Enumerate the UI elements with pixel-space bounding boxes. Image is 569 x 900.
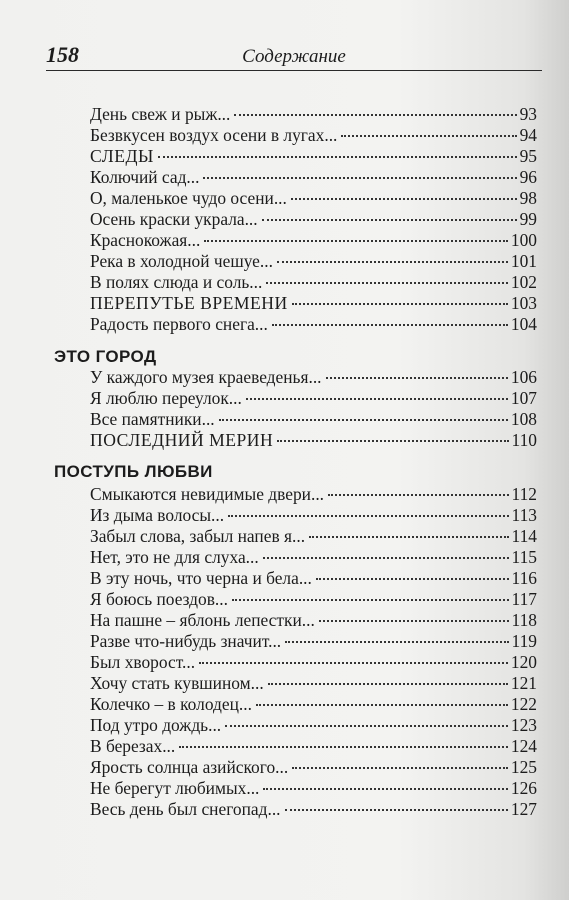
toc-entry-title: День свеж и рыж... <box>90 104 231 124</box>
toc-entry <box>90 230 537 251</box>
toc-entry <box>90 409 537 430</box>
toc-entry <box>90 251 537 272</box>
toc-entry-page: 106 <box>510 367 537 387</box>
toc-entry <box>90 715 537 736</box>
toc-entry-page: 110 <box>511 430 537 450</box>
toc-entry-title: В березах... <box>90 736 176 756</box>
toc-entry <box>90 694 537 715</box>
page-number: 158 <box>46 42 79 67</box>
toc-entry-title: СЛЕДЫ <box>90 146 154 166</box>
toc-leader-dots <box>262 219 517 221</box>
toc-entry-page: 94 <box>519 125 537 145</box>
toc-entry <box>90 430 537 451</box>
toc-entry-title: Нет, это не для слуха... <box>90 547 259 567</box>
toc-entry-page: 104 <box>510 314 537 334</box>
toc-entry <box>90 778 537 799</box>
toc-entry <box>90 367 537 388</box>
toc-leader-dots <box>199 662 508 664</box>
toc-entry-page: 127 <box>510 799 537 819</box>
toc-leader-dots <box>285 809 508 811</box>
toc-entry-title: Я люблю переулок... <box>90 388 242 408</box>
toc-entry-page: 117 <box>511 589 537 609</box>
toc-leader-dots <box>234 114 516 116</box>
section-heading: ПОСТУПЬ ЛЮБВИ <box>54 462 213 481</box>
toc-entry-title: Все памятники... <box>90 409 215 429</box>
toc-entry-page: 114 <box>511 526 537 546</box>
toc-leader-dots <box>266 282 508 284</box>
toc-entry <box>90 547 537 568</box>
section-heading: ЭТО ГОРОД <box>54 347 157 366</box>
toc-leader-dots <box>326 377 508 379</box>
toc-entry <box>90 589 537 610</box>
toc-leader-dots <box>319 620 509 622</box>
toc-leader-dots <box>179 746 508 748</box>
toc-leader-dots <box>285 641 508 643</box>
toc-entry-page: 101 <box>510 251 537 271</box>
toc-entry-page: 122 <box>510 694 537 714</box>
toc-entry-page: 124 <box>510 736 537 756</box>
toc-entry-page: 108 <box>510 409 537 429</box>
toc-leader-dots <box>316 578 509 580</box>
toc-leader-dots <box>277 261 508 263</box>
toc-entry <box>90 314 537 335</box>
toc-entry-page: 100 <box>510 230 537 250</box>
toc-entry-title: На пашне – яблонь лепестки... <box>90 610 315 630</box>
toc-entry-page: 126 <box>510 778 537 798</box>
toc-entry-title: Под утро дождь... <box>90 715 222 735</box>
toc-entry-page: 96 <box>519 167 537 187</box>
toc-entry-page: 120 <box>510 652 537 672</box>
toc-entry <box>90 484 537 505</box>
toc-leader-dots <box>228 515 508 517</box>
toc-entry-title: ПОСЛЕДНИЙ МЕРИН <box>90 430 274 450</box>
toc-entry-title: О, маленькое чудо осени... <box>90 188 287 208</box>
toc-leader-dots <box>291 198 517 200</box>
toc-entry-title: У каждого музея краеведенья... <box>90 367 322 387</box>
toc-leader-dots <box>158 156 517 158</box>
toc-leader-dots <box>232 599 509 601</box>
toc-entry-page: 123 <box>510 715 537 735</box>
toc-entry <box>90 167 537 188</box>
toc-entry <box>90 209 537 230</box>
toc-leader-dots <box>246 398 508 400</box>
toc-leader-dots <box>341 135 516 137</box>
toc-entry-title: Забыл слова, забыл напев я... <box>90 526 306 546</box>
toc-entry-page: 93 <box>519 104 537 124</box>
toc-entry <box>90 272 537 293</box>
toc-entry-title: Радость первого снега... <box>90 314 268 334</box>
toc-entry-title: Я боюсь поездов... <box>90 589 228 609</box>
toc-leader-dots <box>272 324 508 326</box>
toc-entry-title: Осень краски украла... <box>90 209 258 229</box>
toc-entry-page: 116 <box>511 568 537 588</box>
toc-entry-title: Колючий сад... <box>90 167 200 187</box>
toc-leader-dots <box>277 440 508 442</box>
toc-entry-title: Краснокожая... <box>90 230 201 250</box>
toc-entry-title: Весь день был снегопад... <box>90 799 281 819</box>
toc-leader-dots <box>204 240 508 242</box>
toc-entry-title: В эту ночь, что черна и бела... <box>90 568 312 588</box>
toc-entry-page: 115 <box>511 547 537 567</box>
toc-entry-page: 102 <box>510 272 537 292</box>
toc-entry-page: 118 <box>511 610 537 630</box>
toc-leader-dots <box>263 788 508 790</box>
running-title: Содержание <box>242 46 346 67</box>
toc-entry <box>90 610 537 631</box>
toc-entry-title: Безвкусен воздух осени в лугах... <box>90 125 338 145</box>
toc-entry <box>90 568 537 589</box>
toc-leader-dots <box>292 767 508 769</box>
toc-entry-page: 119 <box>511 631 537 651</box>
toc-entry <box>90 736 537 757</box>
toc-entry-title: В полях слюда и соль... <box>90 272 263 292</box>
toc-entry <box>90 125 537 146</box>
toc-entry <box>90 526 537 547</box>
toc-entry-title: Река в холодной чешуе... <box>90 251 273 271</box>
page-header <box>46 40 542 71</box>
toc-leader-dots <box>256 704 508 706</box>
toc-entry-title: Был хворост... <box>90 652 196 672</box>
toc-entry-title: Смыкаются невидимые двери... <box>90 484 325 504</box>
toc-entry-page: 107 <box>510 388 537 408</box>
toc-entry-page: 112 <box>511 484 537 504</box>
toc-leader-dots <box>292 303 508 305</box>
toc-entry <box>90 505 537 526</box>
toc-entry <box>90 293 537 314</box>
toc-entry-title: Хочу стать кувшином... <box>90 673 264 693</box>
toc-entry-title: Ярость солнца азийского... <box>90 757 289 777</box>
toc-entry <box>90 388 537 409</box>
toc-entry <box>90 188 537 209</box>
toc-entry-page: 113 <box>511 505 537 525</box>
toc-leader-dots <box>225 725 508 727</box>
toc-leader-dots <box>328 494 509 496</box>
toc-leader-dots <box>263 557 509 559</box>
toc-entry <box>90 652 537 673</box>
toc-entry <box>90 673 537 694</box>
toc-entry-page: 121 <box>510 673 537 693</box>
toc-entry-title: Разве что-нибудь значит... <box>90 631 282 651</box>
toc-entry <box>90 631 537 652</box>
toc-entry-title: Не берегут любимых... <box>90 778 260 798</box>
toc-entry-page: 95 <box>519 146 537 166</box>
toc-entry-page: 103 <box>510 293 537 313</box>
toc-entry-title: ПЕРЕПУТЬЕ ВРЕМЕНИ <box>90 293 288 313</box>
toc-entry-title: Колечко – в колодец... <box>90 694 252 714</box>
toc-entry <box>90 104 537 125</box>
toc-entry <box>90 757 537 778</box>
toc-entry-page: 99 <box>519 209 537 229</box>
toc-leader-dots <box>268 683 508 685</box>
toc-entry-page: 125 <box>510 757 537 777</box>
toc-leader-dots <box>309 536 508 538</box>
toc-entry <box>90 799 537 820</box>
toc-entry-title: Из дыма волосы... <box>90 505 225 525</box>
toc-entry-page: 98 <box>519 188 537 208</box>
toc-leader-dots <box>219 419 508 421</box>
toc-entry <box>90 146 537 167</box>
toc-leader-dots <box>203 177 516 179</box>
